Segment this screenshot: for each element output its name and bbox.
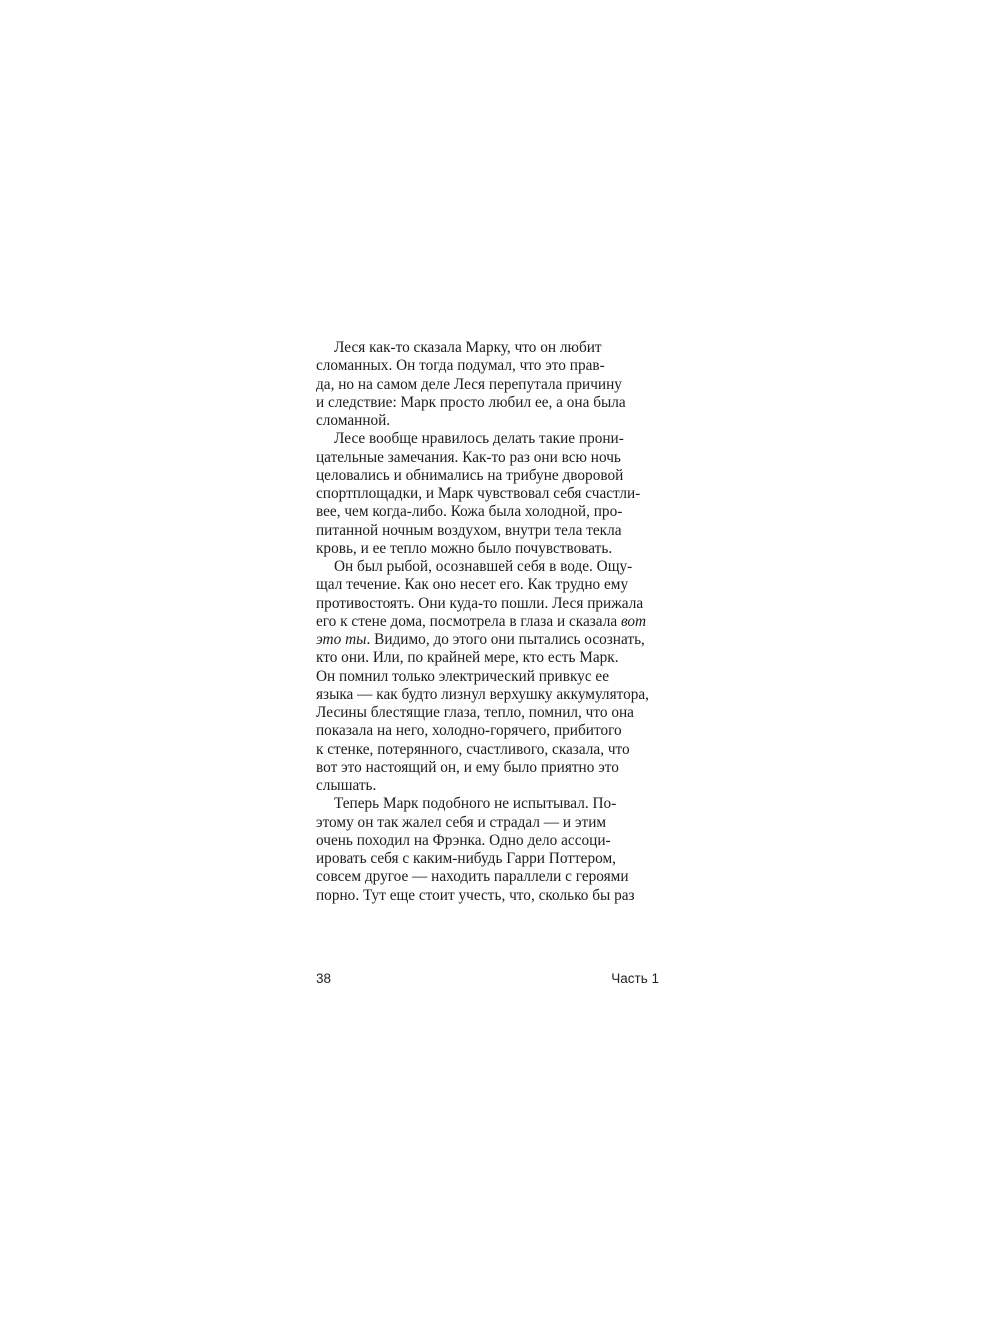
text-segment: совсем другое — находить параллели с героями (316, 868, 629, 886)
text-line (316, 722, 662, 740)
text-line (316, 868, 662, 886)
text-segment: вот это настоящий он, и ему было приятно это (316, 758, 619, 776)
text-line (316, 430, 662, 448)
text-line (316, 376, 662, 394)
text-segment: языка — как будто лизнул верхушку аккумулятора, (316, 685, 649, 703)
text-segment: целовались и обнимались на трибуне дворовой (316, 466, 624, 484)
paragraph (316, 558, 662, 795)
text-segment: питанной ночным воздухом, внутри тела текла (316, 521, 622, 539)
italic-text: вот (620, 612, 647, 630)
text-segment: ировать себя с каким-нибудь Гарри Поттером, (316, 850, 616, 867)
text-line (316, 777, 662, 795)
chapter-label: Часть 1 (611, 971, 659, 986)
text-segment: сломанной. (316, 412, 391, 429)
text-line (316, 814, 662, 832)
text-line (316, 467, 662, 485)
text-segment: да, но на самом деле Леся перепутала причину (316, 375, 622, 393)
text-line (316, 832, 662, 850)
text-segment: противостоять. Они куда-то пошли. Леся прижала (316, 594, 644, 612)
text-segment: очень походил на Фрэнка. Одно дело ассоци- (316, 831, 611, 849)
text-line (316, 449, 662, 467)
paragraph (316, 795, 662, 905)
text-segment: и следствие: Марк просто любил ее, а она была (316, 393, 626, 411)
text-segment: Лесе вообще нравилось делать такие прони- (334, 430, 624, 448)
text-line (316, 631, 662, 649)
text-segment: Лесины блестящие глаза, тепло, помнил, что она (316, 704, 634, 721)
text-line (316, 887, 662, 905)
paragraph (316, 430, 662, 558)
text-line (316, 394, 662, 412)
text-segment: Теперь Марк подобного не испытывал. По- (334, 795, 617, 813)
page-number: 38 (316, 971, 332, 986)
text-line (316, 759, 662, 777)
text-line (316, 357, 662, 375)
text-line (316, 503, 662, 521)
text-segment: спортплощадки, и Марк чувствовал себя счастли- (316, 485, 641, 502)
text-line (316, 595, 662, 613)
text-segment: Он был рыбой, осознавшей себя в воде. Ощу- (334, 558, 633, 575)
text-segment: кровь, и ее тепло можно было почувствовать. (316, 539, 613, 557)
text-segment: этому он так жалел себя и страдал — и этим (316, 813, 607, 831)
text-line (316, 795, 662, 813)
text-segment: щал течение. Как оно несет его. Как трудно ему (316, 576, 629, 594)
text-line (316, 412, 662, 430)
text-line (316, 668, 662, 686)
text-line (316, 741, 662, 759)
text-segment: Он помнил только электрический привкус ее (316, 667, 610, 685)
text-line (316, 850, 662, 868)
text-segment: . Видимо, до этого они пытались осознать, (366, 631, 645, 648)
text-line (316, 613, 662, 631)
text-segment: Леся как-то сказала Марку, что он любит (334, 339, 602, 356)
body-text (316, 339, 662, 905)
text-line (316, 540, 662, 558)
text-line (316, 649, 662, 667)
text-segment: его к стене дома, посмотрела в глаза и сказала (316, 612, 621, 630)
text-segment: порно. Тут еще стоит учесть, что, сколько бы раз (316, 886, 635, 904)
text-line (316, 558, 662, 576)
text-segment: сломанных. Он тогда подумал, что это прав- (316, 357, 605, 375)
text-line (316, 704, 662, 722)
text-line (316, 485, 662, 503)
text-line (316, 686, 662, 704)
italic-text: это ты (316, 631, 367, 648)
text-segment: кто они. Или, по крайней мере, кто есть Марк. (316, 649, 619, 667)
text-segment: показала на него, холодно-горячего, прибитого (316, 722, 622, 740)
text-segment: к стенке, потерянного, счастливого, сказала, что (316, 740, 630, 758)
text-segment: вее, чем когда-либо. Кожа была холодной, про- (316, 503, 623, 521)
text-line (316, 576, 662, 594)
text-segment: слышать. (316, 777, 377, 794)
text-line (316, 522, 662, 540)
paragraph (316, 339, 662, 430)
text-line (316, 339, 662, 357)
text-segment: цательные замечания. Как-то раз они всю ночь (316, 448, 621, 466)
